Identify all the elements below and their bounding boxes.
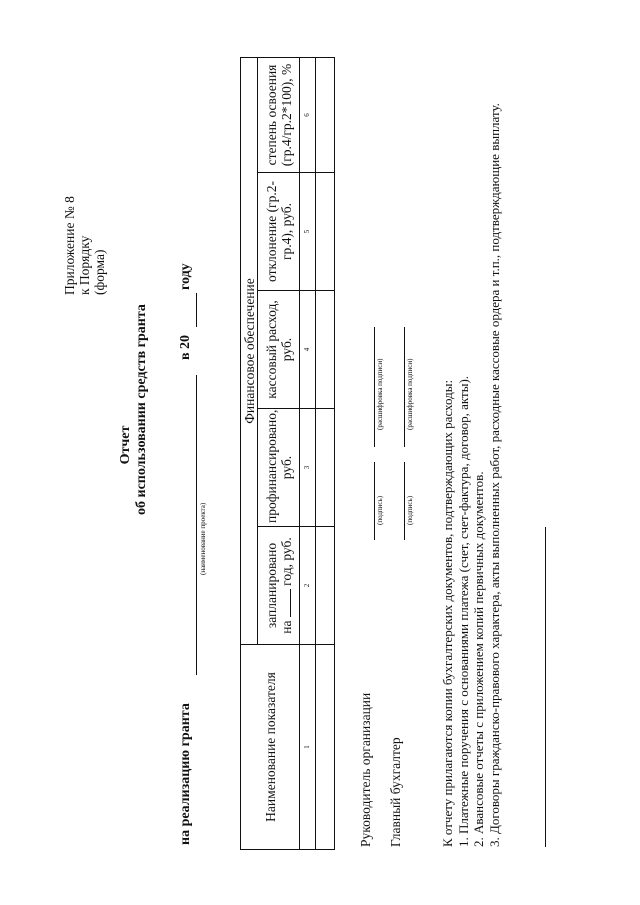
table-row	[316, 57, 335, 849]
column-number: 3	[300, 409, 316, 527]
table-cell[interactable]	[316, 291, 335, 409]
header-planned-prefix: на	[278, 620, 294, 634]
head-signature-line[interactable]	[374, 462, 375, 540]
column-number: 6	[300, 57, 316, 172]
column-number: 4	[300, 291, 316, 409]
appendix-reference: к Порядку	[77, 235, 92, 295]
column-number-row	[300, 57, 316, 849]
table-cell[interactable]	[316, 57, 335, 172]
notes-intro: К отчету прилагаются копии бухгалтерских документов, подтверждающих расходы:	[440, 379, 455, 847]
accountant-signature-line[interactable]	[404, 462, 405, 540]
appendix-form-label: (форма)	[92, 249, 107, 295]
header-financial-support: Финансовое обеспечение	[241, 57, 258, 644]
signature-caption: (подпись)	[376, 495, 384, 525]
year-blank[interactable]	[196, 293, 197, 327]
header-planned	[258, 527, 300, 645]
report-title: Отчет	[118, 425, 133, 465]
report-subtitle: об использовании средств гранта	[134, 304, 149, 515]
table-cell[interactable]	[316, 645, 335, 850]
project-name-caption: (наименование проекта)	[199, 502, 207, 575]
year-suffix: году	[178, 263, 193, 290]
header-planned-suffix: год, руб.	[278, 537, 294, 586]
notes-item-3: 3. Договоры гражданско-правового характера, акты выполненных работ, расходные кассовые ордера и т.п., подтверждающие выплату.	[486, 103, 502, 847]
notes-item-2: 2. Авансовые отчеты с приложением копий первичных документов.	[471, 471, 486, 847]
header-planned-line1: запланировано	[263, 542, 279, 629]
header-cash-expense: кассовый расход, руб.	[258, 291, 300, 409]
grant-label: на реализацию гранта	[178, 703, 193, 845]
header-financed: профинансировано, руб.	[258, 409, 300, 527]
decryption-caption: (расшифровка подписи)	[376, 358, 384, 430]
chief-accountant-label: Главный бухгалтер	[388, 737, 403, 847]
table-cell[interactable]	[316, 409, 335, 527]
financial-table	[240, 57, 335, 850]
planned-year-blank[interactable]	[290, 589, 291, 617]
column-number: 1	[300, 645, 316, 850]
accountant-decryption-line[interactable]	[404, 327, 405, 447]
project-name-blank[interactable]	[196, 375, 197, 675]
table-cell[interactable]	[316, 173, 335, 291]
column-number: 5	[300, 173, 316, 291]
header-planned-line2	[279, 530, 294, 641]
column-number: 2	[300, 527, 316, 645]
table-cell[interactable]	[316, 527, 335, 645]
header-utilization-rate: степень освоения (гр.4/гр.2*100), %	[258, 57, 300, 172]
head-decryption-line[interactable]	[374, 327, 375, 447]
header-indicator-name: Наименование показателя	[241, 645, 300, 850]
year-prefix: в 20	[178, 334, 193, 360]
signature-caption: (подпись)	[406, 495, 414, 525]
notes-item-1: 1. Платежные поручения с основаниями платежа (счет, счет-фактура, договор, акты).	[455, 375, 471, 847]
footnote-separator	[545, 527, 546, 847]
appendix-header	[62, 196, 107, 295]
decryption-caption: (расшифровка подписи)	[406, 358, 414, 430]
appendix-number: Приложение № 8	[62, 196, 77, 295]
header-deviation: отклонение (гр.2-гр.4), руб.	[258, 173, 300, 291]
attachments-notes	[440, 67, 502, 847]
head-of-organization-label: Руководитель организации	[358, 692, 373, 847]
